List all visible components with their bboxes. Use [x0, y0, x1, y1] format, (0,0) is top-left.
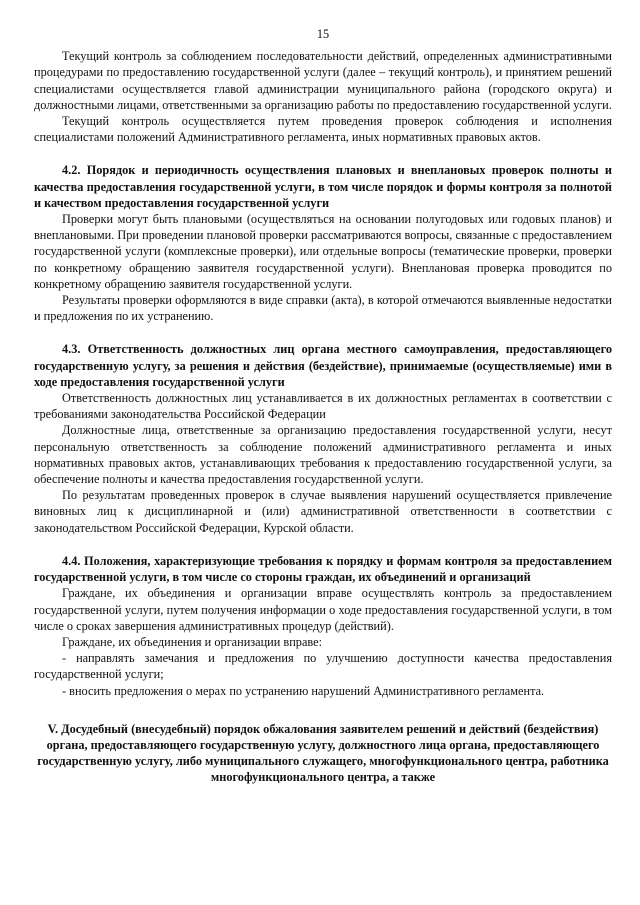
- paragraph: Ответственность должностных лиц устанавливается в их должностных регламентах в соответствии с требованиями законодательства Российской Федерации: [34, 391, 612, 422]
- section-heading-5: V. Досудебный (внесудебный) порядок обжалования заявителем решений и действий (бездействия) органа, предоставляющего государственную услугу, должностного лица органа, предоставляющего государственную услугу, либо муниципального служащего, многофункционального центра, работника многофункционального центра, а также: [37, 721, 609, 785]
- paragraph: Должностные лица, ответственные за организацию предоставления государственной услуги, несут персональную ответственность за соблюдение положений административного регламента и иных нормативных правовых актов, устанавливающих требования к предоставлению государственной услуги, за обеспечение полноты и качества предоставления государственной услуги.: [34, 423, 612, 487]
- paragraph: Результаты проверки оформляются в виде справки (акта), в которой отмечаются выявленные недостатки и предложения по их устранению.: [34, 293, 612, 324]
- paragraph: По результатам проведенных проверок в случае выявления нарушений осуществляется привлечение виновных лиц к дисциплинарной и (или) административной ответственности в соответствии с законодательством Российской Федерации, Курской области.: [34, 488, 612, 535]
- paragraph: Граждане, их объединения и организации вправе:: [62, 634, 323, 649]
- list-item: - вносить предложения о мерах по устранению нарушений Административного регламента.: [62, 683, 545, 698]
- paragraph: Граждане, их объединения и организации вправе осуществлять контроль за предоставлением государственной услуги, путем получения информации о ходе предоставления государственной услуги, в том числе о сроках завершения административных процедур (действий).: [34, 586, 612, 633]
- section-heading-4-2: 4.2. Порядок и периодичность осуществления плановых и внеплановых проверок полноты и качества предоставления государственной услуги, в том числе порядок и формы контроля за полнотой и качеством предоставления государственной услуги: [34, 163, 612, 210]
- section-heading-4-3: 4.3. Ответственность должностных лиц органа местного самоуправления, предоставляющего государственную услугу, за решения и действия (бездействие), принимаемые (осуществляемые) ими в ходе предоставления государственной услуги: [34, 342, 612, 389]
- paragraph: Текущий контроль осуществляется путем проведения проверок соблюдения и исполнения специалистами положений Административного регламента, иных нормативных правовых актов.: [34, 114, 612, 145]
- paragraph: Проверки могут быть плановыми (осуществляться на основании полугодовых или годовых планов) и внеплановыми. При проведении плановой проверки рассматриваются вопросы, связанные с предоставлением государственной услуги (комплексные проверки), или отдельные вопросы (тематические проверки, проверки по конкретному обращению заявителя государственной услуги). Внеплановая проверка проводится по конкретному обращению заявителя государственной услуги.: [34, 212, 612, 291]
- page-number: 15: [316, 27, 330, 41]
- list-item: - направлять замечания и предложения по улучшению доступности качества предоставления государственной услуги;: [34, 651, 612, 682]
- section-heading-4-4: 4.4. Положения, характеризующие требования к порядку и формам контроля за предоставлением государственной услуги, в том числе со стороны граждан, их объединений и организаций: [34, 553, 612, 585]
- paragraph: Текущий контроль за соблюдением последовательности действий, определенных административными процедурами по предоставлению государственной услуги (далее – текущий контроль), и принятием решений специалистами осуществляется главой администрации муниципального района (городского округа) и должностными лицами, ответственными за организацию работы по предоставлению государственной услуги.: [34, 49, 612, 112]
